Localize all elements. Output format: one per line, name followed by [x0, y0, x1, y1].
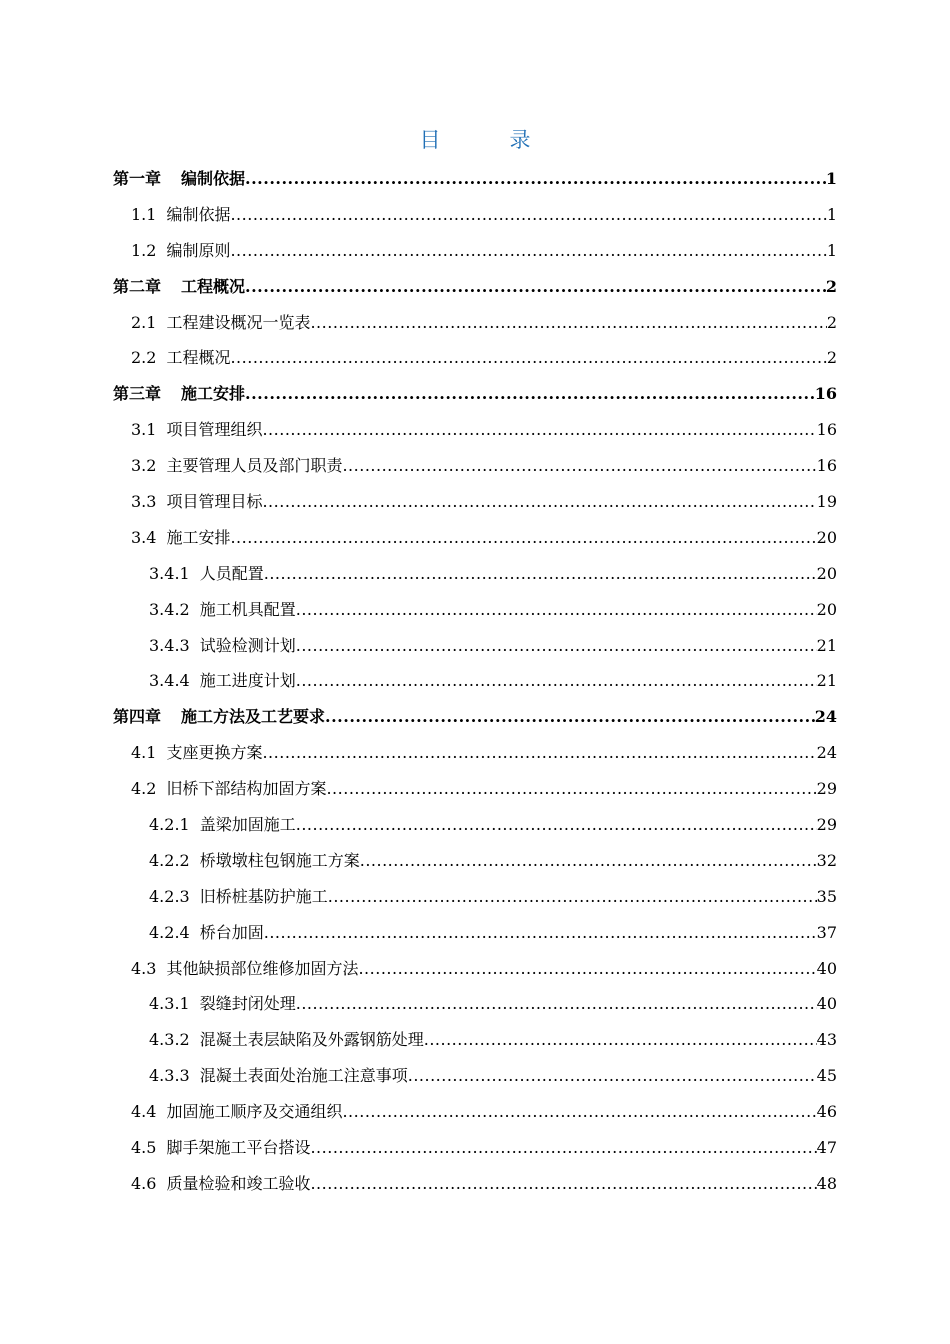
toc-page-number: 2: [826, 312, 837, 332]
toc-page-number: 29: [816, 779, 837, 799]
toc-entry-number: 3.4.2: [149, 599, 190, 619]
toc-entry-title: 项目管理目标: [166, 492, 263, 512]
toc-dot-leader: [296, 807, 817, 843]
toc-dot-leader: [262, 735, 816, 771]
toc-entry-title: 混凝土表层缺陷及外露钢筋处理: [199, 1030, 424, 1050]
toc-subsection-entry[interactable]: [113, 663, 837, 699]
toc-dot-leader: [296, 986, 817, 1022]
toc-page-number: 32: [816, 850, 837, 870]
toc-section-entry[interactable]: [113, 771, 837, 807]
toc-page-number: 37: [816, 922, 837, 942]
toc-entry-number: 4.3.1: [149, 994, 190, 1014]
toc-entry-number: 2.1: [131, 312, 157, 332]
toc-subsection-entry[interactable]: [113, 592, 837, 628]
toc-chapter-entry[interactable]: [113, 161, 837, 197]
toc-page-number: 21: [816, 635, 837, 655]
toc-section-entry[interactable]: [113, 340, 837, 376]
toc-entry-number: 4.2.1: [149, 815, 190, 835]
toc-dot-leader: [264, 556, 817, 592]
toc-page-number: 45: [816, 1066, 837, 1086]
toc-entry-title: 加固施工顺序及交通组织: [166, 1102, 343, 1122]
toc-entry-title: 人员配置: [199, 563, 264, 583]
toc-dot-leader: [310, 1166, 816, 1202]
toc-entry-title: 工程建设概况一览表: [166, 312, 311, 332]
toc-entry-number: 第三章: [113, 384, 162, 404]
toc-entry-title: 旧桥下部结构加固方案: [166, 779, 327, 799]
toc-dot-leader: [230, 233, 826, 269]
toc-entry-number: 4.4: [131, 1102, 157, 1122]
toc-dot-leader: [245, 269, 826, 305]
toc-entry-number: 第二章: [113, 276, 162, 296]
toc-dot-leader: [296, 592, 817, 628]
toc-entry-title: 工程概况: [181, 276, 246, 296]
toc-entry-number: 3.4: [131, 527, 157, 547]
toc-page-number: 35: [816, 886, 837, 906]
toc-entry-number: 4.2.3: [149, 886, 190, 906]
toc-page-number: 2: [826, 348, 837, 368]
toc-entry-number: 4.5: [131, 1138, 157, 1158]
toc-dot-leader: [264, 915, 817, 951]
toc-entry-number: 3.4.4: [149, 671, 190, 691]
toc-dot-leader: [424, 1022, 817, 1058]
toc-subsection-entry[interactable]: [113, 986, 837, 1022]
toc-dot-leader: [342, 448, 816, 484]
toc-entry-title: 脚手架施工平台搭设: [166, 1138, 311, 1158]
toc-page-number: 20: [816, 599, 837, 619]
toc-entry-title: 主要管理人员及部门职责: [166, 456, 343, 476]
toc-page-number: 1: [825, 169, 837, 188]
toc-dot-leader: [328, 879, 817, 915]
toc-page-number: 16: [816, 420, 837, 440]
toc-chapter-entry[interactable]: [113, 376, 837, 412]
toc-section-entry[interactable]: [113, 448, 837, 484]
toc-page-number: 40: [816, 958, 837, 978]
toc-page-number: 1: [826, 204, 837, 224]
toc-page-number: 20: [816, 563, 837, 583]
toc-chapter-entry[interactable]: [113, 269, 837, 305]
toc-entry-number: 4.3.2: [149, 1030, 190, 1050]
toc-entry-title: 质量检验和竣工验收: [166, 1173, 311, 1193]
toc-entry-title: 旧桥桩基防护施工: [199, 886, 328, 906]
toc-entry-number: 4.2.2: [149, 850, 190, 870]
toc-entry-title: 支座更换方案: [166, 743, 263, 763]
toc-subsection-entry[interactable]: [113, 1058, 837, 1094]
toc-entry-title: 桥墩墩柱包钢施工方案: [199, 850, 360, 870]
toc-entry-title: 施工安排: [181, 384, 246, 404]
toc-entry-number: 3.2: [131, 456, 157, 476]
toc-chapter-entry[interactable]: [113, 699, 837, 735]
toc-dot-leader: [360, 843, 817, 879]
toc-section-entry[interactable]: [113, 1130, 837, 1166]
toc-page-number: 43: [816, 1030, 837, 1050]
toc-page-number: 20: [816, 527, 837, 547]
toc-subsection-entry[interactable]: [113, 843, 837, 879]
toc-dot-leader: [358, 951, 816, 987]
toc-page-number: 24: [816, 743, 837, 763]
toc-section-entry[interactable]: [113, 951, 837, 987]
toc-entry-title: 其他缺损部位维修加固方法: [166, 958, 359, 978]
toc-dot-leader: [230, 520, 816, 556]
toc-dot-leader: [230, 340, 826, 376]
toc-page-number: 40: [816, 994, 837, 1014]
toc-subsection-entry[interactable]: [113, 1022, 837, 1058]
toc-entry-title: 盖梁加固施工: [199, 815, 296, 835]
toc-entry-number: 4.2.4: [149, 922, 190, 942]
toc-entry-number: 第一章: [113, 169, 162, 188]
toc-entry-number: 4.3.3: [149, 1066, 190, 1086]
toc-page-number: 19: [816, 492, 837, 512]
toc-entry-title: 施工方法及工艺要求: [181, 707, 326, 727]
toc-section-entry[interactable]: [113, 412, 837, 448]
toc-entry-title: 混凝土表面处治施工注意事项: [199, 1066, 408, 1086]
toc-entry-title: 裂缝封闭处理: [199, 994, 296, 1014]
toc-dot-leader: [325, 699, 815, 735]
toc-section-entry[interactable]: [113, 197, 837, 233]
toc-page-number: 16: [816, 456, 837, 476]
toc-section-entry[interactable]: [113, 233, 837, 269]
toc-subsection-entry[interactable]: [113, 915, 837, 951]
toc-dot-leader: [310, 305, 826, 341]
page-title: 目 录: [419, 128, 555, 152]
toc-dot-leader: [262, 412, 816, 448]
toc-page-number: 29: [816, 815, 837, 835]
toc-dot-leader: [310, 1130, 816, 1166]
toc-entry-number: 4.2: [131, 779, 157, 799]
toc-section-entry[interactable]: [113, 305, 837, 341]
toc-entry-title: 编制原则: [166, 240, 231, 260]
toc-entry-number: 4.1: [131, 743, 157, 763]
toc-dot-leader: [342, 1094, 816, 1130]
toc-subsection-entry[interactable]: [113, 807, 837, 843]
table-of-contents: [113, 161, 837, 1202]
toc-section-entry[interactable]: [113, 1094, 837, 1130]
toc-entry-number: 2.2: [131, 348, 157, 368]
toc-entry-number: 4.3: [131, 958, 157, 978]
toc-dot-leader: [245, 161, 826, 197]
toc-page-number: 16: [814, 384, 837, 404]
toc-dot-leader: [230, 197, 826, 233]
toc-page-number: 2: [825, 276, 837, 296]
toc-entry-number: 3.4.1: [149, 563, 190, 583]
toc-entry-title: 编制依据: [181, 169, 246, 188]
toc-section-entry[interactable]: [113, 735, 837, 771]
toc-entry-title: 编制依据: [166, 204, 231, 224]
toc-dot-leader: [296, 663, 817, 699]
toc-entry-title: 施工进度计划: [199, 671, 296, 691]
toc-entry-title: 试验检测计划: [199, 635, 296, 655]
toc-dot-leader: [262, 484, 816, 520]
toc-subsection-entry[interactable]: [113, 556, 837, 592]
toc-section-entry[interactable]: [113, 1166, 837, 1202]
toc-entry-number: 1.2: [131, 240, 157, 260]
toc-subsection-entry[interactable]: [113, 879, 837, 915]
toc-entry-title: 桥台加固: [199, 922, 264, 942]
toc-page-number: 1: [826, 240, 837, 260]
toc-entry-number: 4.6: [131, 1173, 157, 1193]
toc-entry-number: 3.3: [131, 492, 157, 512]
toc-entry-title: 施工安排: [166, 527, 231, 547]
toc-page-number: 46: [816, 1102, 837, 1122]
toc-dot-leader: [408, 1058, 817, 1094]
toc-entry-number: 1.1: [131, 204, 157, 224]
toc-dot-leader: [245, 376, 815, 412]
toc-entry-title: 工程概况: [166, 348, 231, 368]
toc-page-number: 47: [816, 1138, 837, 1158]
toc-page-number: 24: [814, 707, 837, 727]
toc-entry-title: 施工机具配置: [199, 599, 296, 619]
toc-subsection-entry[interactable]: [113, 628, 837, 664]
toc-page-number: 48: [816, 1173, 837, 1193]
toc-dot-leader: [296, 628, 817, 664]
toc-page-number: 21: [816, 671, 837, 691]
toc-entry-title: 项目管理组织: [166, 420, 263, 440]
toc-entry-number: 3.1: [131, 420, 157, 440]
toc-dot-leader: [326, 771, 816, 807]
toc-entry-number: 3.4.3: [149, 635, 190, 655]
toc-section-entry[interactable]: [113, 484, 837, 520]
toc-section-entry[interactable]: [113, 520, 837, 556]
toc-entry-number: 第四章: [113, 707, 162, 727]
